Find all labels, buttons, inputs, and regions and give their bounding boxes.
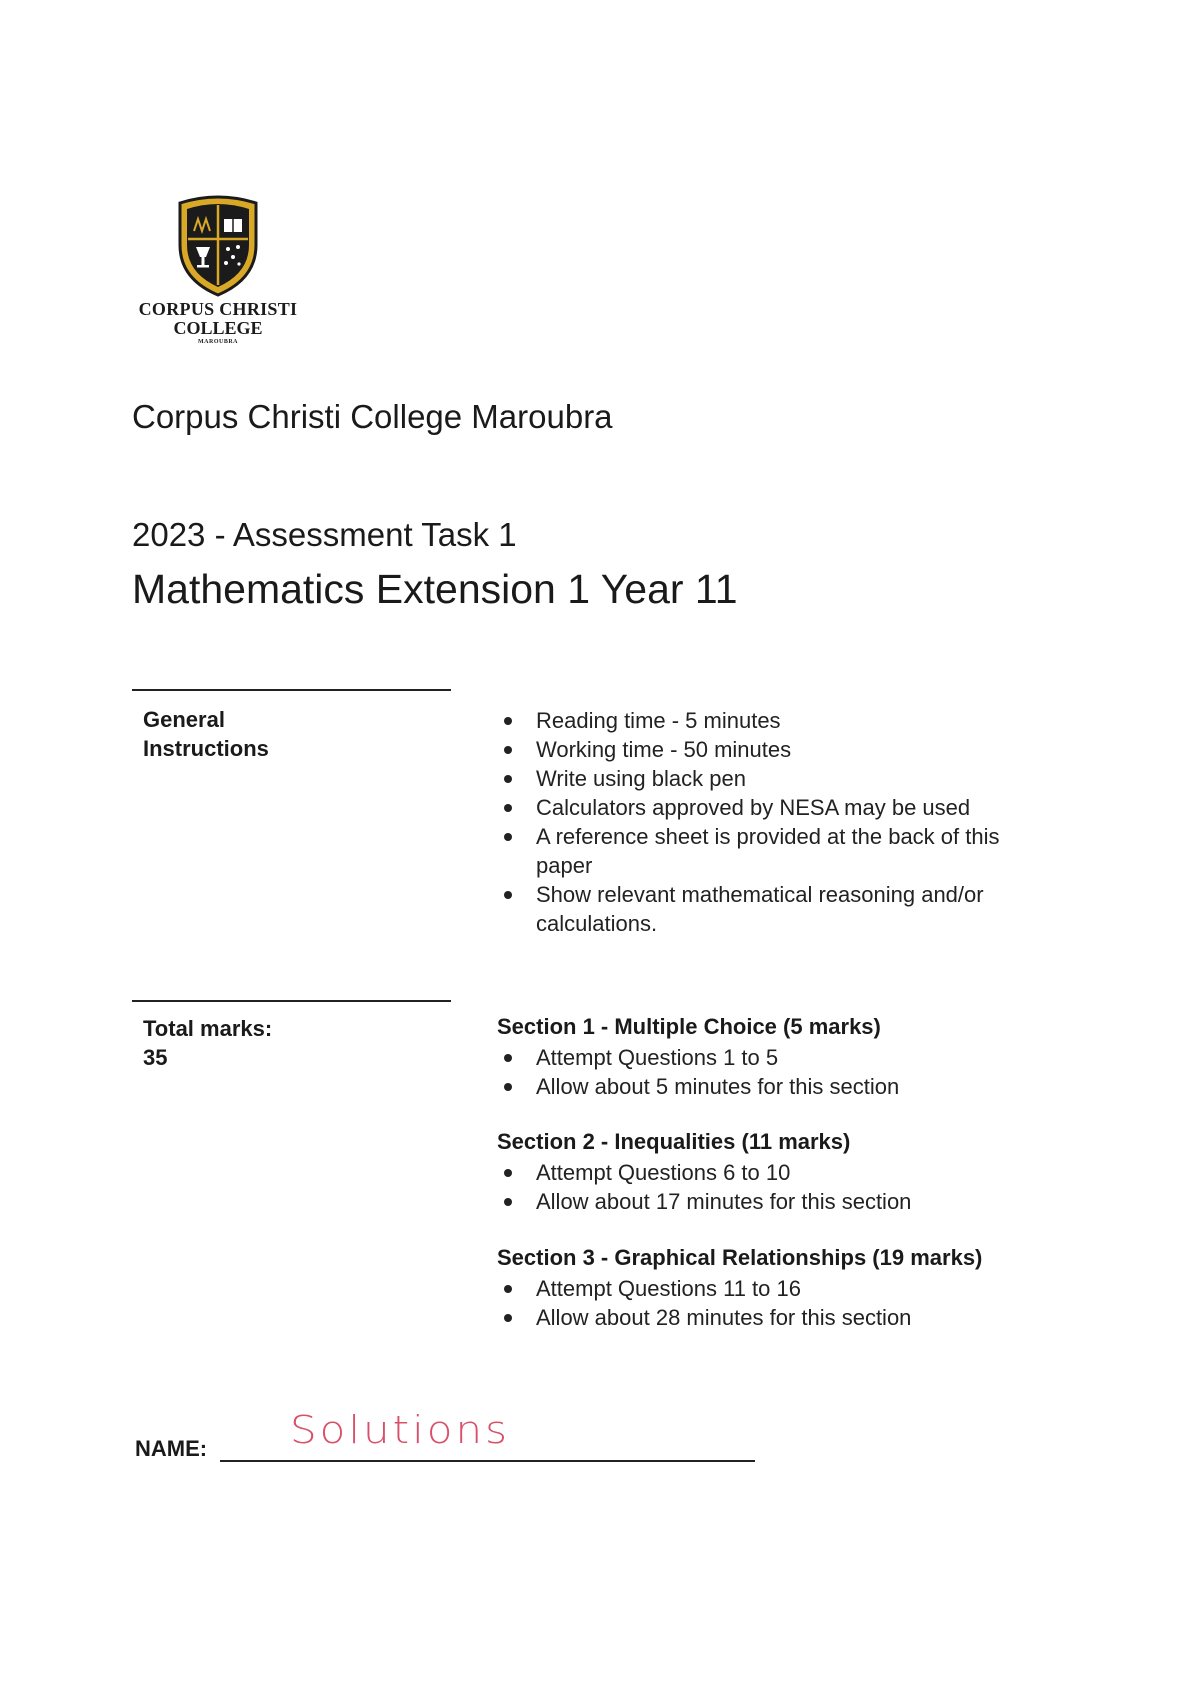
divider-general-instructions — [132, 689, 451, 691]
section-2-list — [497, 1158, 1057, 1216]
school-name: Corpus Christi College Maroubra — [132, 398, 613, 435]
logo-line-2: COLLEGE — [173, 318, 263, 338]
list-item: Attempt Questions 11 to 16 — [497, 1274, 1057, 1303]
task-title: 2023 - Assessment Task 1 — [132, 516, 517, 553]
list-item: Attempt Questions 6 to 10 — [497, 1158, 1057, 1187]
section-3-heading: Section 3 - Graphical Relationships (19 marks) — [497, 1245, 983, 1270]
name-label: NAME: — [135, 1436, 208, 1461]
list-item: Calculators approved by NESA may be used — [497, 793, 1057, 822]
logo-line-3: MAROUBRA — [198, 339, 238, 345]
total-marks-label: Total marks: — [143, 1016, 273, 1041]
list-item: Allow about 17 minutes for this section — [497, 1187, 1057, 1216]
logo-line-1: CORPUS CHRISTI — [138, 299, 298, 319]
total-marks — [143, 1014, 272, 1072]
bleed-through — [1030, 160, 1031, 161]
section-2-heading: Section 2 - Inequalities (11 marks) — [497, 1129, 851, 1154]
college-crest-icon — [176, 193, 260, 297]
list-item: Write using black pen — [497, 764, 1057, 793]
college-logo-wordmark — [128, 300, 308, 346]
list-item: A reference sheet is provided at the back of this paper — [497, 822, 1057, 880]
section-1-heading: Section 1 - Multiple Choice (5 marks) — [497, 1014, 881, 1039]
list-item: Allow about 5 minutes for this section — [497, 1072, 1057, 1101]
section-1-list — [497, 1043, 1057, 1101]
list-item: Working time - 50 minutes — [497, 735, 1057, 764]
list-item: Allow about 28 minutes for this section — [497, 1303, 1057, 1332]
name-handwritten-value: Solutions — [290, 1406, 510, 1453]
section-3-list — [497, 1274, 1057, 1332]
general-instructions-label: General Instructions — [143, 707, 269, 761]
name-field-line — [220, 1460, 755, 1462]
divider-total-marks — [132, 1000, 451, 1002]
list-item: Attempt Questions 1 to 5 — [497, 1043, 1057, 1072]
course-title: Mathematics Extension 1 Year 11 — [132, 566, 738, 612]
general-instructions-list — [497, 706, 1057, 938]
list-item: Show relevant mathematical reasoning and/or calculations. — [497, 880, 1057, 938]
list-item: Reading time - 5 minutes — [497, 706, 1057, 735]
total-marks-value: 35 — [143, 1045, 168, 1070]
